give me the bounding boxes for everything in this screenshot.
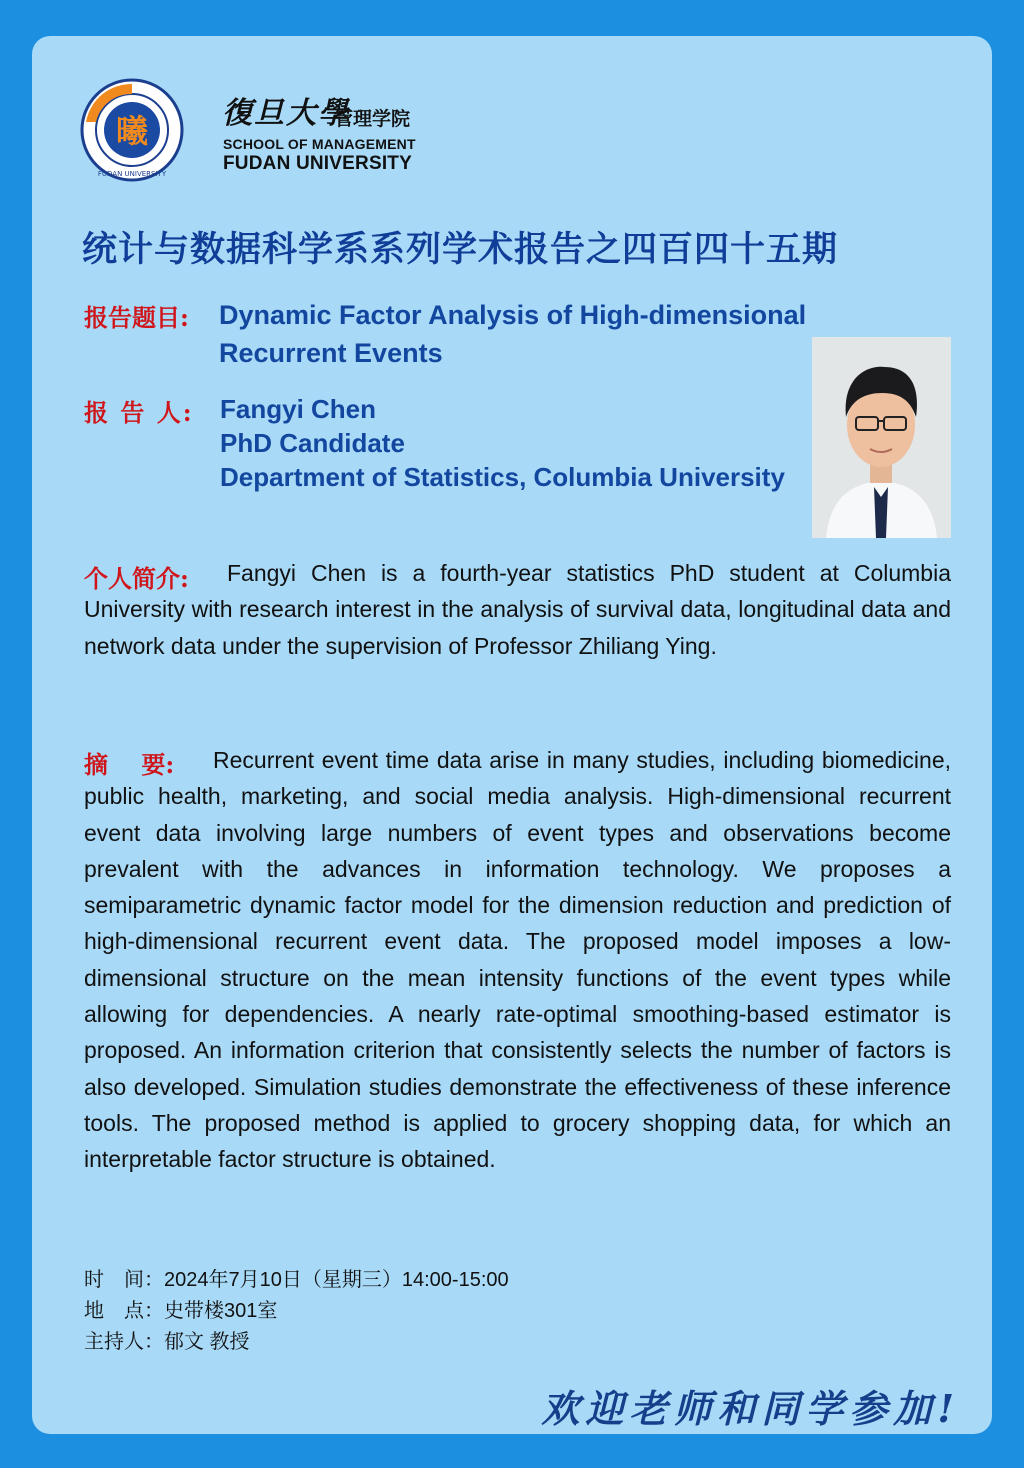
seal-char: 曦 <box>115 112 149 150</box>
talk-title-label: 报告题目: <box>84 303 189 332</box>
abstract-text: Recurrent event time data arise in many studies, including biomedicine, public health, marketing, and social media analysis. High-dimensional recurrent event data involving large numbers of event types and observations become prevalent with the advances in information technology. We proposes a semiparametric dynamic factor model for the dimension reduction and prediction of high-dimensional recurrent event data. The proposed model imposes a low-dimensional structure on the mean intensity functions of the event types while allowing for dependencies. A nearly rate-optimal smoothing-based estimator is proposed. An information criterion that consistently selects the number of factors is also developed. Simulation studies demonstrate the effectiveness of these inference tools. The proposed method is applied to grocery shopping data, for which an interpretable factor structure is obtained. <box>84 747 951 1173</box>
event-time: 时 间：2024年7月10日（星期三）14:00-15:00 <box>84 1269 509 1291</box>
speaker-photo <box>812 337 951 538</box>
event-host: 主持人：郁文 教授 <box>84 1331 250 1353</box>
welcome-message: 欢迎老师和同学参加! <box>541 1386 960 1431</box>
school-logo <box>80 78 420 182</box>
speaker-position: PhD Candidate <box>220 428 405 458</box>
school-seal-icon <box>80 78 184 182</box>
series-title: 统计与数据科学系系列学术报告之四百四十五期 <box>82 230 839 269</box>
bio-text: Fangyi Chen is a fourth-year statistics PhD student at Columbia University with research interest in the analysis of survival data, longitudinal data and network data under the supervision of Professor Zhiliang Ying. <box>84 560 951 659</box>
talk-title: Dynamic Factor Analysis of High-dimensional Recurrent Events <box>219 300 807 368</box>
brand-school-en: SCHOOL OF MANAGEMENT <box>223 136 416 152</box>
speaker-block <box>220 392 820 494</box>
event-place: 地 点：史带楼301室 <box>84 1300 278 1322</box>
speaker-label: 报 告 人: <box>84 398 194 427</box>
svg-text:FUDAN UNIVERSITY: FUDAN UNIVERSITY <box>97 170 167 178</box>
abstract-label: 摘 要: <box>84 750 175 779</box>
brand-university-en: FUDAN UNIVERSITY <box>223 153 412 174</box>
speaker-name: Fangyi Chen <box>220 394 377 424</box>
speaker-portrait-icon <box>812 337 951 538</box>
speaker-affiliation: Department of Statistics, Columbia University <box>220 462 785 492</box>
bio-label: 个人简介: <box>84 564 189 593</box>
brand-calligraphy: 復旦大學 <box>222 96 350 131</box>
brand-school-cn: 管理学院 <box>334 109 411 130</box>
